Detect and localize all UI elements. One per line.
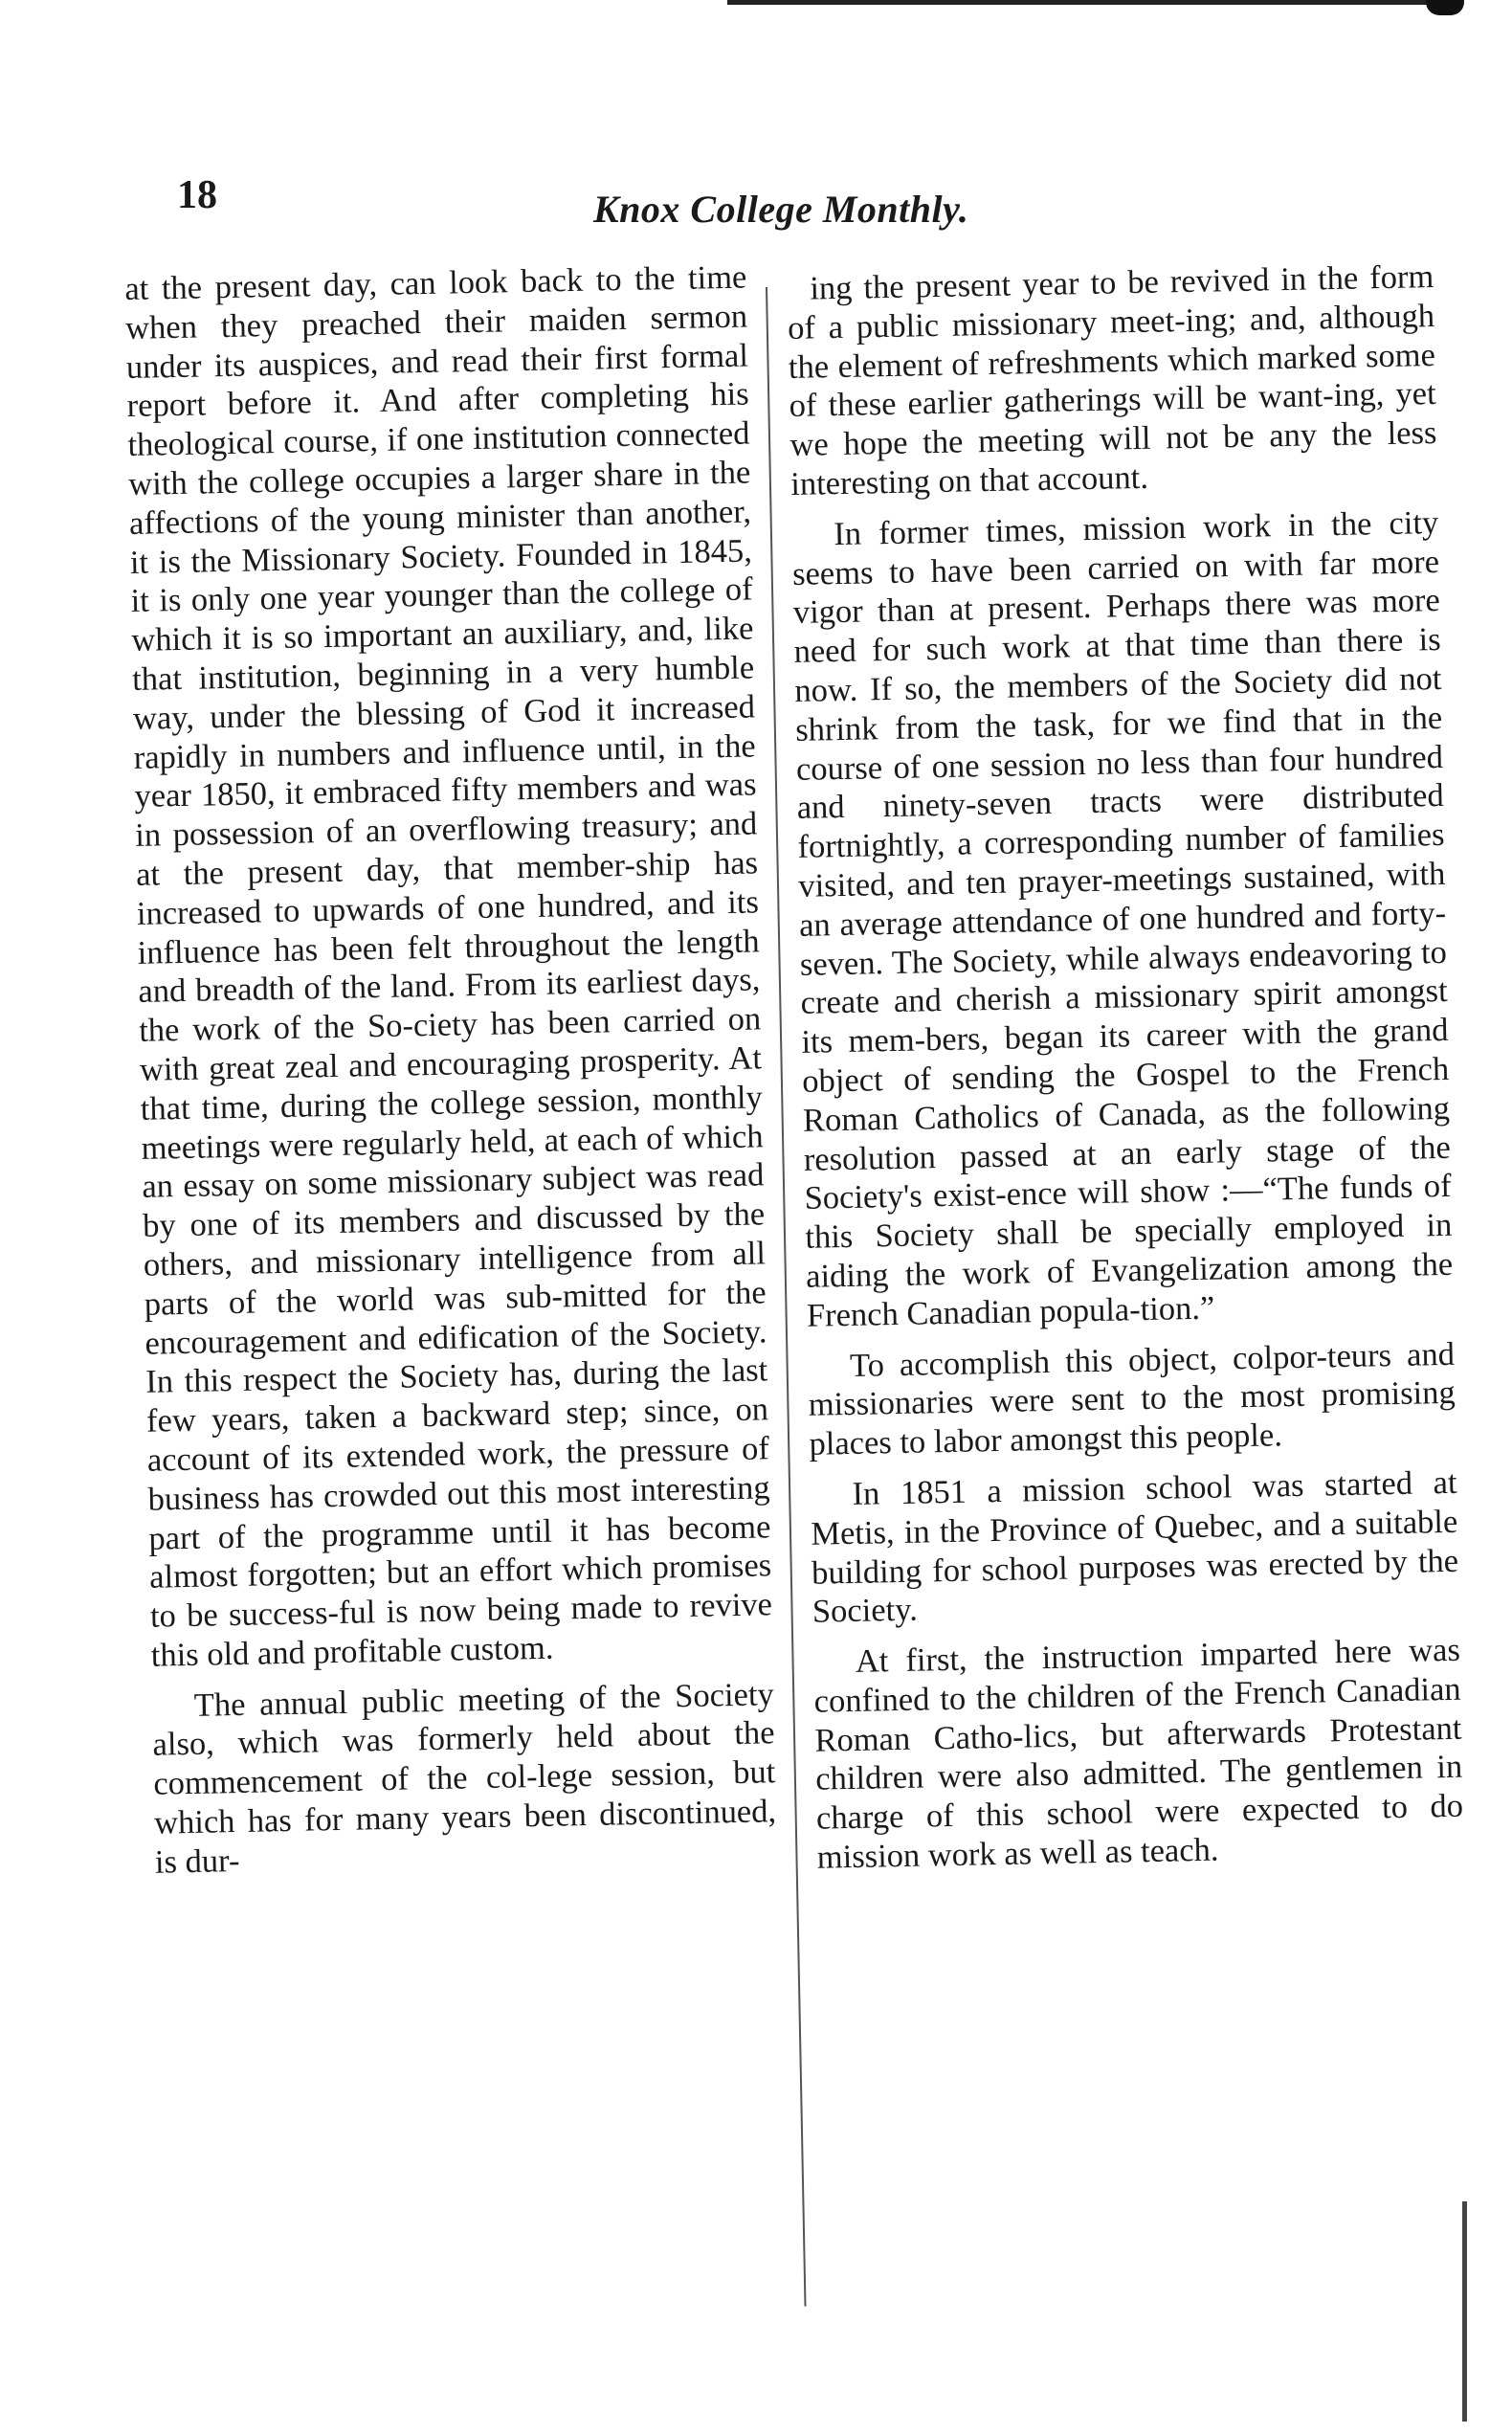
left-column [124, 258, 777, 1883]
right-paragraph-5: At first, the instruction imparted here was confined to the children of the French Canadian Roman Catho-lics, but afterwards Protestant children were also admitted. The gentlemen in charge of this school were expected to do mission work as well as teach. [813, 1631, 1464, 1876]
right-paragraph-4: In 1851 a mission school was started at Metis, in the Province of Quebec, and a suitable building for school purposes was erected by the Society. [810, 1463, 1459, 1631]
page-edge-mark [1462, 2201, 1467, 2422]
top-rule-ornament [1426, 0, 1464, 15]
top-page-rule [727, 0, 1455, 5]
right-paragraph-2: In former times, mission work in the city seems to have been carried on with far more vigor than at present. Perhaps there was more need for such work at that time than there is now. If so, the members of the Society did not shrink from the task, for we find that in the course of one session no less than four hundred and ninety-seven tracts were distributed fortnightly, a corresponding number of families visited, and ten prayer-meetings sustained, with an average attendance of one hundred and forty-seven. The Society, while always endeavoring to create and cherish a missionary spirit amongst its mem-bers, began its career with the grand object of sending the Gospel to the French Roman Catholics of Canada, as the following resolution passed at an early stage of the Society's exist-ence will show :—“The funds of this Society shall be specially employed in aiding the work of Evangelization among the French Canadian popula-tion.” [791, 503, 1454, 1334]
page-number: 18 [177, 173, 217, 217]
right-column [787, 257, 1464, 1878]
right-paragraph-1: ing the present year to be revived in the form of a public missionary meet-ing; and, although the element of refreshments which marked some of these earlier gatherings will be want-ing, yet we hope the meeting will not be any the less interesting on that account. [787, 258, 1437, 502]
left-paragraph-1: at the present day, can look back to the time when they preached their maiden sermon under its auspices, and read their first formal report before it. And after completing his theological course, if one institution connected with the college occupies a larger share in the affections of the young minister than another, it is the Missionary Society. Founded in 1845, it is only one year younger than the college of which it is so important an auxiliary, and, like that institution, beginning in a very humble way, under the blessing of God it increased rapidly in numbers and influence until, in the year 1850, it embraced fifty members and was in possession of an overflowing treasury; and at the present day, that member-ship has increased to upwards of one hundred, and its influence has been felt throughout the length and breadth of the land. From its earliest days, the work of the So-ciety has been carried on with great zeal and encouraging prosperity. At that time, during the college session, monthly meetings were regularly held, at each of which an essay on some missionary subject was read by one of its members and discussed by the others, and missionary intelligence from all parts of the world was sub-mitted for the encouragement and edification of the Society. In this respect the Society has, during the last few years, taken a backward step; since, on account of its extended work, the pressure of business has crowded out this most interesting part of the programme until it has become almost forgotten; but an effort which promises to be success-ful is now being made to revive this old and profitable custom. [124, 258, 773, 1674]
running-title: Knox College Monthly. [593, 188, 969, 231]
left-paragraph-2: The annual public meeting of the Society also, which was formerly held about the commencement of the col-lege session, but which has for many years been discontinued, is dur- [152, 1675, 777, 1881]
right-paragraph-3: To accomplish this object, colpor-teurs and missionaries were sent to the most promising places to labor amongst this people. [808, 1335, 1456, 1462]
